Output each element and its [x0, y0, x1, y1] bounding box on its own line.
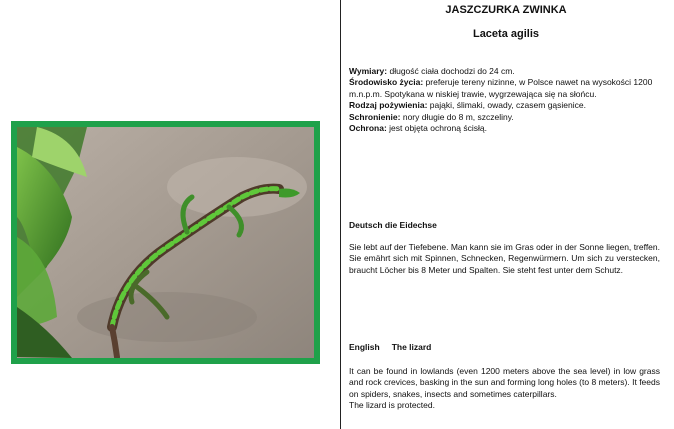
food-line: [349, 100, 664, 111]
food-text: pająki, ślimaki, owady, czasem gąsienice.: [427, 100, 586, 111]
shelter-text: nory długie do 8 m, szczeliny.: [400, 111, 514, 122]
photo-frame: [11, 121, 320, 364]
dimensions-line: [349, 66, 664, 77]
food-label: Rodzaj pożywienia:: [349, 100, 428, 111]
german-text: Sie lebt auf der Tiefebene. Man kann sie im Gras oder in der Sonne liegen, treffen. Sie emährt sich mit Spinnen, Schnecken, Regenwürmern. Um sich zu verstecken, braucht Löcher bis 8 Meter und Spalten. Sie steht fest unter dem Schutz.: [349, 242, 660, 275]
english-title: The lizard: [391, 342, 432, 352]
polish-description: [349, 66, 664, 134]
shelter-line: [349, 112, 664, 123]
habitat-label: Środowisko życia:: [349, 77, 424, 88]
english-text: It can be found in lowlands (even 1200 meters above the sea level) in low grass and rock crevices, basking in the sun and forming long holes (to 8 meters). It feeds on spiders, snakes, insects and sometimes caterpillars.: [349, 366, 660, 399]
page-title: JASZCZURKA ZWINKA: [445, 4, 567, 16]
shelter-label: Schronienie:: [349, 111, 401, 122]
habitat-text: preferuje tereny nizinne, w Polsce nawet na wysokości 1200 m.n.p.m. Spotykana w niskiej trawie, wygrzewająca się na słońcu.: [349, 77, 653, 99]
habitat-line: [349, 77, 664, 100]
english-lang-label: English: [349, 342, 380, 352]
german-section-title: Deutsch die Eidechse: [349, 220, 437, 230]
english-protected-text: The lizard is protected.: [349, 400, 435, 411]
dimensions-text: długość ciała dochodzi do 24 cm.: [387, 66, 515, 76]
latin-name: Laceta agilis: [472, 28, 540, 40]
english-text-block: [349, 366, 660, 412]
protection-line: [349, 123, 664, 134]
dimensions-label: Wymiary:: [349, 66, 388, 76]
page-divider: [340, 0, 341, 429]
protection-text: jest objęta ochroną ścisłą.: [386, 123, 487, 134]
protection-label: Ochrona:: [349, 123, 387, 134]
english-section-title: [349, 342, 431, 352]
lizard-photo: [17, 127, 314, 358]
